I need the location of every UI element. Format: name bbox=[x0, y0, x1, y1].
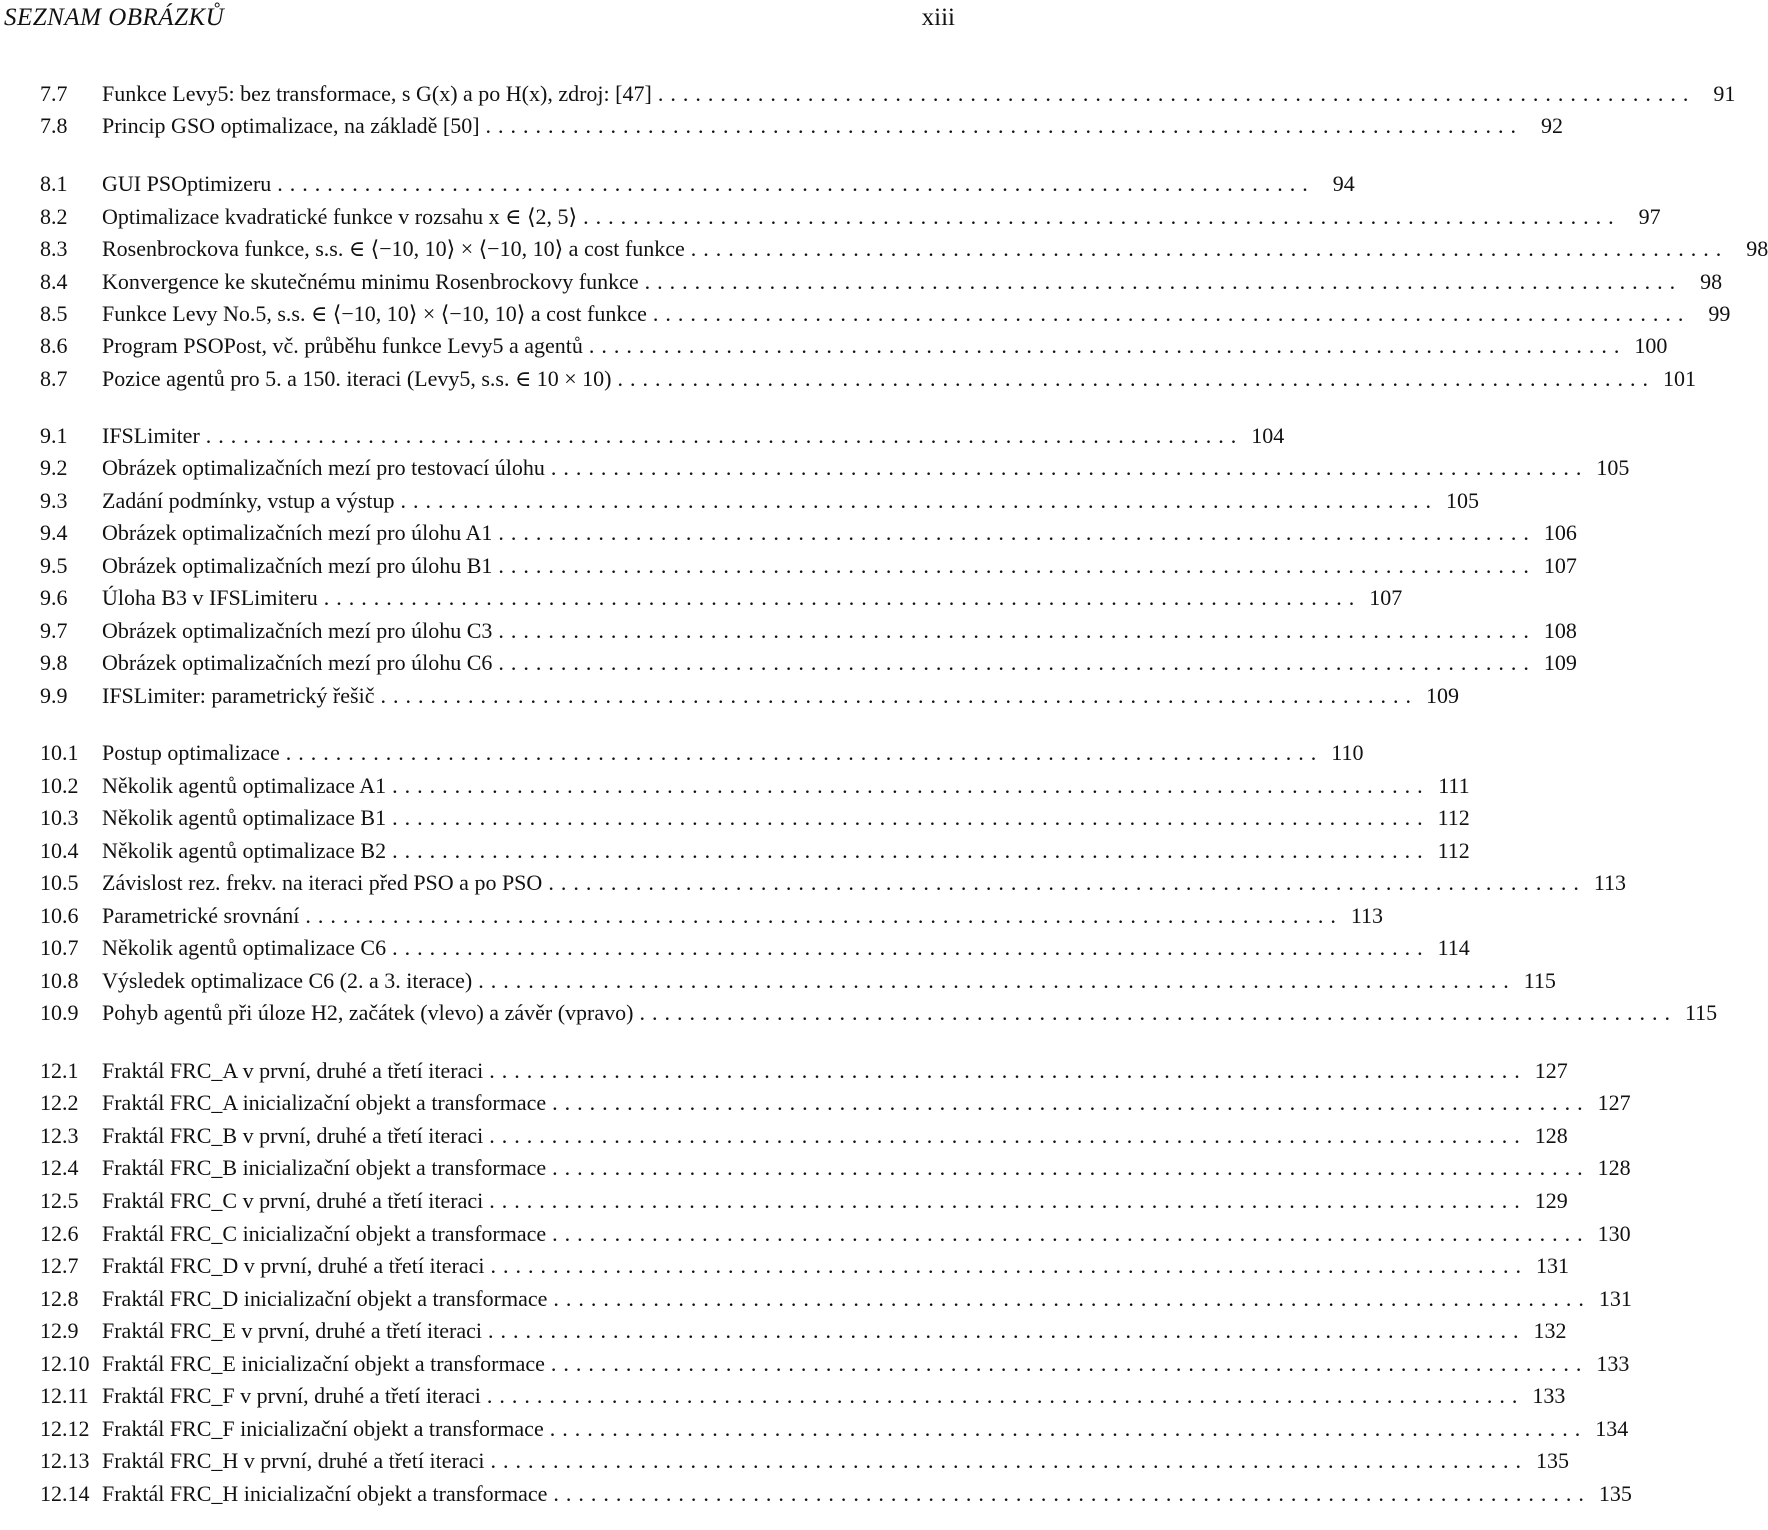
figure-number: 12.14 bbox=[40, 1481, 90, 1506]
figure-title: Obrázek optimalizačních mezí pro úlohu A1 bbox=[102, 520, 493, 545]
figure-entry[interactable] bbox=[40, 110, 1564, 142]
dot-leader: ................................................................................... bbox=[489, 1058, 1527, 1083]
dot-leader: ................................................................................... bbox=[583, 204, 1621, 229]
figure-entry[interactable] bbox=[40, 582, 1403, 614]
figure-entry[interactable] bbox=[40, 420, 1285, 452]
figure-entry[interactable] bbox=[40, 485, 1479, 517]
figure-number: 9.7 bbox=[40, 618, 68, 643]
figure-page-number: 131 bbox=[1598, 1286, 1632, 1311]
figure-entry[interactable] bbox=[40, 78, 1736, 110]
dot-leader: ................................................................................... bbox=[548, 870, 1586, 895]
figure-number: 8.2 bbox=[40, 204, 68, 229]
figure-title: Fraktál FRC_F v první, druhé a třetí iteraci bbox=[102, 1383, 481, 1408]
figure-title: Fraktál FRC_A inicializační objekt a transformace bbox=[102, 1090, 547, 1115]
figure-page-number: 130 bbox=[1597, 1221, 1631, 1246]
figure-title: Funkce Levy5: bez transformace, s G(x) a po H(x), zdroj: [47] bbox=[102, 81, 652, 106]
figure-title: Několik agentů optimalizace A1 bbox=[102, 773, 387, 798]
figure-page-number: 128 bbox=[1597, 1155, 1631, 1180]
dot-leader: ................................................................................... bbox=[549, 1416, 1588, 1441]
figure-entry[interactable] bbox=[40, 867, 1626, 899]
figure-entry[interactable] bbox=[40, 233, 1768, 265]
figure-entry[interactable] bbox=[40, 452, 1630, 484]
figure-entry[interactable] bbox=[40, 997, 1718, 1029]
figure-title: Obrázek optimalizačních mezí pro úlohu C3 bbox=[102, 618, 493, 643]
figure-title: Obrázek optimalizačních mezí pro testovací úlohu bbox=[102, 455, 545, 480]
figure-title: Fraktál FRC_H v první, druhé a třetí iteraci bbox=[102, 1448, 485, 1473]
figure-page-number: 127 bbox=[1597, 1090, 1631, 1115]
dot-leader: ................................................................................... bbox=[205, 423, 1244, 448]
running-head-title: SEZNAM OBRÁZKŮ bbox=[4, 4, 225, 31]
figure-page-number: 132 bbox=[1533, 1318, 1567, 1343]
figure-entry[interactable] bbox=[40, 1250, 1569, 1282]
figure-page-number: 108 bbox=[1543, 618, 1577, 643]
figure-number: 9.5 bbox=[40, 553, 68, 578]
dot-leader: ................................................................................... bbox=[277, 171, 1315, 196]
figure-title: IFSLimiter bbox=[102, 423, 200, 448]
figure-page-number: 106 bbox=[1543, 520, 1577, 545]
figure-number: 8.3 bbox=[40, 236, 68, 261]
figure-page-number: 98 bbox=[1746, 236, 1768, 261]
figure-page-number: 133 bbox=[1596, 1351, 1630, 1376]
figure-page-number: 114 bbox=[1437, 935, 1470, 960]
figure-page-number: 134 bbox=[1595, 1416, 1629, 1441]
figure-number: 12.10 bbox=[40, 1351, 90, 1376]
dot-leader: ................................................................................... bbox=[639, 1000, 1677, 1025]
dot-leader: ................................................................................... bbox=[485, 113, 1524, 138]
figure-page-number: 105 bbox=[1596, 455, 1630, 480]
figure-entry[interactable] bbox=[40, 680, 1459, 712]
figure-title: Fraktál FRC_B v první, druhé a třetí iteraci bbox=[102, 1123, 484, 1148]
figure-page-number: 97 bbox=[1638, 204, 1661, 229]
dot-leader: ................................................................................... bbox=[657, 81, 1696, 106]
figure-page-number: 135 bbox=[1598, 1481, 1632, 1506]
dot-leader: ................................................................................... bbox=[498, 553, 1536, 578]
figure-title: Optimalizace kvadratické funkce v rozsahu x ∈ ⟨2, 5⟩ bbox=[102, 204, 578, 229]
figure-page-number: 111 bbox=[1438, 773, 1470, 798]
dot-leader: ................................................................................... bbox=[588, 333, 1627, 358]
figure-entry[interactable] bbox=[40, 201, 1661, 233]
figure-title: Pozice agentů pro 5. a 150. iteraci (Levy5, s.s. ∈ 10 × 10) bbox=[102, 366, 612, 391]
dot-leader: ................................................................................... bbox=[644, 269, 1683, 294]
figure-number: 7.7 bbox=[40, 81, 68, 106]
figure-entry[interactable] bbox=[40, 1478, 1632, 1510]
figure-number: 12.1 bbox=[40, 1058, 79, 1083]
figure-number: 9.1 bbox=[40, 423, 68, 448]
figure-page-number: 112 bbox=[1437, 805, 1470, 830]
figure-page-number: 98 bbox=[1700, 269, 1723, 294]
dot-leader: ................................................................................... bbox=[498, 650, 1536, 675]
figure-entry[interactable] bbox=[40, 298, 1731, 330]
figure-entry[interactable] bbox=[40, 1087, 1631, 1119]
figure-title: Fraktál FRC_H inicializační objekt a transformace bbox=[102, 1481, 548, 1506]
figure-title: Fraktál FRC_C v první, druhé a třetí iteraci bbox=[102, 1188, 484, 1213]
figure-title: Konvergence ke skutečnému minimu Rosenbrockovy funkce bbox=[102, 269, 639, 294]
figure-entry[interactable] bbox=[40, 1315, 1567, 1347]
figure-number: 12.11 bbox=[40, 1383, 89, 1408]
figure-entry[interactable] bbox=[40, 330, 1668, 362]
figure-page-number: 101 bbox=[1663, 366, 1697, 391]
figure-entry[interactable] bbox=[40, 1380, 1566, 1412]
figure-number: 12.8 bbox=[40, 1286, 79, 1311]
dot-leader: ................................................................................... bbox=[617, 366, 1656, 391]
figure-number: 10.1 bbox=[40, 740, 79, 765]
figure-number: 10.7 bbox=[40, 935, 79, 960]
dot-leader: ................................................................................... bbox=[323, 585, 1362, 610]
figure-page-number: 104 bbox=[1251, 423, 1285, 448]
dot-leader: ................................................................................... bbox=[392, 805, 1430, 830]
figure-entry[interactable] bbox=[40, 550, 1577, 582]
figure-title: Několik agentů optimalizace B2 bbox=[102, 838, 387, 863]
figure-number: 9.9 bbox=[40, 683, 68, 708]
dot-leader: ................................................................................... bbox=[552, 1090, 1590, 1115]
dot-leader: ................................................................................... bbox=[489, 1188, 1527, 1213]
figure-number: 10.4 bbox=[40, 838, 79, 863]
figure-title: Fraktál FRC_A v první, druhé a třetí iteraci bbox=[102, 1058, 484, 1083]
dot-leader: ................................................................................... bbox=[392, 935, 1430, 960]
figure-page-number: 107 bbox=[1543, 553, 1577, 578]
figure-page-number: 115 bbox=[1684, 1000, 1718, 1025]
figure-title: GUI PSOptimizeru bbox=[102, 171, 272, 196]
figure-number: 12.3 bbox=[40, 1123, 79, 1148]
figure-page-number: 94 bbox=[1332, 171, 1355, 196]
figure-number: 10.8 bbox=[40, 968, 79, 993]
figure-page-number: 135 bbox=[1535, 1448, 1569, 1473]
figure-page-number: 100 bbox=[1634, 333, 1668, 358]
figure-entry[interactable] bbox=[40, 615, 1577, 647]
figure-number: 8.6 bbox=[40, 333, 68, 358]
figure-number: 12.13 bbox=[40, 1448, 90, 1473]
figure-number: 9.3 bbox=[40, 488, 68, 513]
figure-title: Rosenbrockova funkce, s.s. ∈ ⟨−10, 10⟩ × ⟨−10, 10⟩ a cost funkce bbox=[102, 236, 685, 261]
figure-number: 12.7 bbox=[40, 1253, 79, 1278]
figure-page-number: 105 bbox=[1446, 488, 1479, 513]
dot-leader: ................................................................................... bbox=[553, 1286, 1591, 1311]
figure-entry[interactable] bbox=[40, 835, 1470, 867]
figure-entry[interactable] bbox=[40, 1152, 1631, 1184]
dot-leader: ................................................................................... bbox=[553, 1481, 1591, 1506]
figure-number: 12.4 bbox=[40, 1155, 79, 1180]
figure-number: 8.7 bbox=[40, 366, 68, 391]
figure-number: 8.5 bbox=[40, 301, 68, 326]
figure-title: Funkce Levy No.5, s.s. ∈ ⟨−10, 10⟩ × ⟨−10, 10⟩ a cost funkce bbox=[102, 301, 647, 326]
figure-entry[interactable] bbox=[40, 1413, 1629, 1445]
figure-entry[interactable] bbox=[40, 647, 1577, 679]
figure-entry[interactable] bbox=[40, 737, 1364, 769]
figure-number: 10.5 bbox=[40, 870, 79, 895]
figure-entry[interactable] bbox=[40, 770, 1470, 802]
dot-leader: ................................................................................... bbox=[552, 1221, 1590, 1246]
figure-entry[interactable] bbox=[40, 363, 1697, 395]
figure-number: 9.6 bbox=[40, 585, 68, 610]
figure-entry[interactable] bbox=[40, 1120, 1568, 1152]
figure-entry[interactable] bbox=[40, 1283, 1632, 1315]
figure-number: 10.6 bbox=[40, 903, 79, 928]
dot-leader: ................................................................................... bbox=[380, 683, 1418, 708]
figure-number: 9.4 bbox=[40, 520, 68, 545]
figure-number: 9.2 bbox=[40, 455, 68, 480]
figure-page-number: 112 bbox=[1437, 838, 1470, 863]
dot-leader: ................................................................................... bbox=[690, 236, 1729, 261]
figure-title: Obrázek optimalizačních mezí pro úlohu B1 bbox=[102, 553, 493, 578]
dot-leader: ................................................................................... bbox=[285, 740, 1324, 765]
page-number: xiii bbox=[921, 4, 955, 31]
figure-title: Fraktál FRC_E v první, druhé a třetí iteraci bbox=[102, 1318, 483, 1343]
figure-number: 10.3 bbox=[40, 805, 79, 830]
dot-leader: ................................................................................... bbox=[550, 455, 1589, 480]
figure-entry[interactable] bbox=[40, 168, 1355, 200]
figure-entry[interactable] bbox=[40, 802, 1470, 834]
figure-entry[interactable] bbox=[40, 1055, 1568, 1087]
figure-title: Fraktál FRC_C inicializační objekt a transformace bbox=[102, 1221, 547, 1246]
figure-page-number: 128 bbox=[1534, 1123, 1568, 1148]
figure-title: Závislost rez. frekv. na iteraci před PSO a po PSO bbox=[102, 870, 543, 895]
figure-number: 8.4 bbox=[40, 269, 68, 294]
figure-title: Postup optimalizace bbox=[102, 740, 280, 765]
dot-leader: ................................................................................... bbox=[498, 618, 1536, 643]
figure-page-number: 109 bbox=[1425, 683, 1459, 708]
figure-page-number: 115 bbox=[1523, 968, 1556, 993]
dot-leader: ................................................................................... bbox=[478, 968, 1516, 993]
figure-page-number: 99 bbox=[1708, 301, 1731, 326]
figure-title: Program PSOPost, vč. průběhu funkce Levy5 a agentů bbox=[102, 333, 583, 358]
figure-page-number: 131 bbox=[1535, 1253, 1569, 1278]
dot-leader: ................................................................................... bbox=[392, 773, 1430, 798]
figure-page-number: 91 bbox=[1713, 81, 1736, 106]
figure-title: Několik agentů optimalizace B1 bbox=[102, 805, 387, 830]
figure-number: 12.5 bbox=[40, 1188, 79, 1213]
dot-leader: ................................................................................... bbox=[488, 1318, 1526, 1343]
figure-title: Fraktál FRC_D inicializační objekt a transformace bbox=[102, 1286, 548, 1311]
figure-entry[interactable] bbox=[40, 1185, 1568, 1217]
figure-title: Obrázek optimalizačních mezí pro úlohu C6 bbox=[102, 650, 493, 675]
figure-number: 8.1 bbox=[40, 171, 68, 196]
figure-number: 12.9 bbox=[40, 1318, 79, 1343]
dot-leader: ................................................................................... bbox=[550, 1351, 1589, 1376]
figure-number: 12.12 bbox=[40, 1416, 90, 1441]
figure-title: Fraktál FRC_F inicializační objekt a transformace bbox=[102, 1416, 544, 1441]
figure-page-number: 133 bbox=[1532, 1383, 1566, 1408]
figure-title: Fraktál FRC_D v první, druhé a třetí iteraci bbox=[102, 1253, 485, 1278]
figure-number: 12.6 bbox=[40, 1221, 79, 1246]
figure-title: Několik agentů optimalizace C6 bbox=[102, 935, 387, 960]
figure-title: Fraktál FRC_B inicializační objekt a transformace bbox=[102, 1155, 547, 1180]
figure-title: Parametrické srovnání bbox=[102, 903, 300, 928]
figure-page-number: 92 bbox=[1541, 113, 1564, 138]
figure-entry[interactable] bbox=[40, 517, 1577, 549]
figure-entry[interactable] bbox=[40, 1445, 1569, 1477]
figure-entry[interactable] bbox=[40, 266, 1723, 298]
dot-leader: ................................................................................... bbox=[400, 488, 1438, 513]
figure-number: 9.8 bbox=[40, 650, 68, 675]
figure-entry[interactable] bbox=[40, 900, 1383, 932]
dot-leader: ................................................................................... bbox=[490, 1253, 1528, 1278]
figure-entry[interactable] bbox=[40, 965, 1556, 997]
figure-entry[interactable] bbox=[40, 932, 1470, 964]
figure-page-number: 113 bbox=[1593, 870, 1626, 895]
figure-number: 10.9 bbox=[40, 1000, 79, 1025]
figure-number: 12.2 bbox=[40, 1090, 79, 1115]
figure-title: IFSLimiter: parametrický řešič bbox=[102, 683, 375, 708]
figure-title: Fraktál FRC_E inicializační objekt a transformace bbox=[102, 1351, 545, 1376]
figure-title: Zadání podmínky, vstup a výstup bbox=[102, 488, 395, 513]
dot-leader: ................................................................................... bbox=[486, 1383, 1525, 1408]
figure-entry[interactable] bbox=[40, 1218, 1631, 1250]
figure-page-number: 113 bbox=[1350, 903, 1383, 928]
figure-number: 7.8 bbox=[40, 113, 68, 138]
figure-page-number: 110 bbox=[1331, 740, 1364, 765]
dot-leader: ................................................................................... bbox=[498, 520, 1536, 545]
figure-entry[interactable] bbox=[40, 1348, 1630, 1380]
figure-title: Výsledek optimalizace C6 (2. a 3. iterace) bbox=[102, 968, 473, 993]
figure-page-number: 127 bbox=[1534, 1058, 1568, 1083]
dot-leader: ................................................................................... bbox=[552, 1155, 1590, 1180]
dot-leader: ................................................................................... bbox=[489, 1123, 1527, 1148]
page-header bbox=[0, 4, 960, 40]
figure-number: 10.2 bbox=[40, 773, 79, 798]
figure-page-number: 109 bbox=[1543, 650, 1577, 675]
figure-title: Pohyb agentů při úloze H2, začátek (vlevo) a závěr (vpravo) bbox=[102, 1000, 634, 1025]
figure-title: Úloha B3 v IFSLimiteru bbox=[102, 585, 318, 610]
dot-leader: ................................................................................... bbox=[392, 838, 1430, 863]
dot-leader: ................................................................................... bbox=[305, 903, 1343, 928]
figure-page-number: 107 bbox=[1369, 585, 1403, 610]
dot-leader: ................................................................................... bbox=[490, 1448, 1528, 1473]
dot-leader: ................................................................................... bbox=[652, 301, 1691, 326]
figure-page-number: 129 bbox=[1534, 1188, 1568, 1213]
figure-title: Princip GSO optimalizace, na základě [50] bbox=[102, 113, 480, 138]
